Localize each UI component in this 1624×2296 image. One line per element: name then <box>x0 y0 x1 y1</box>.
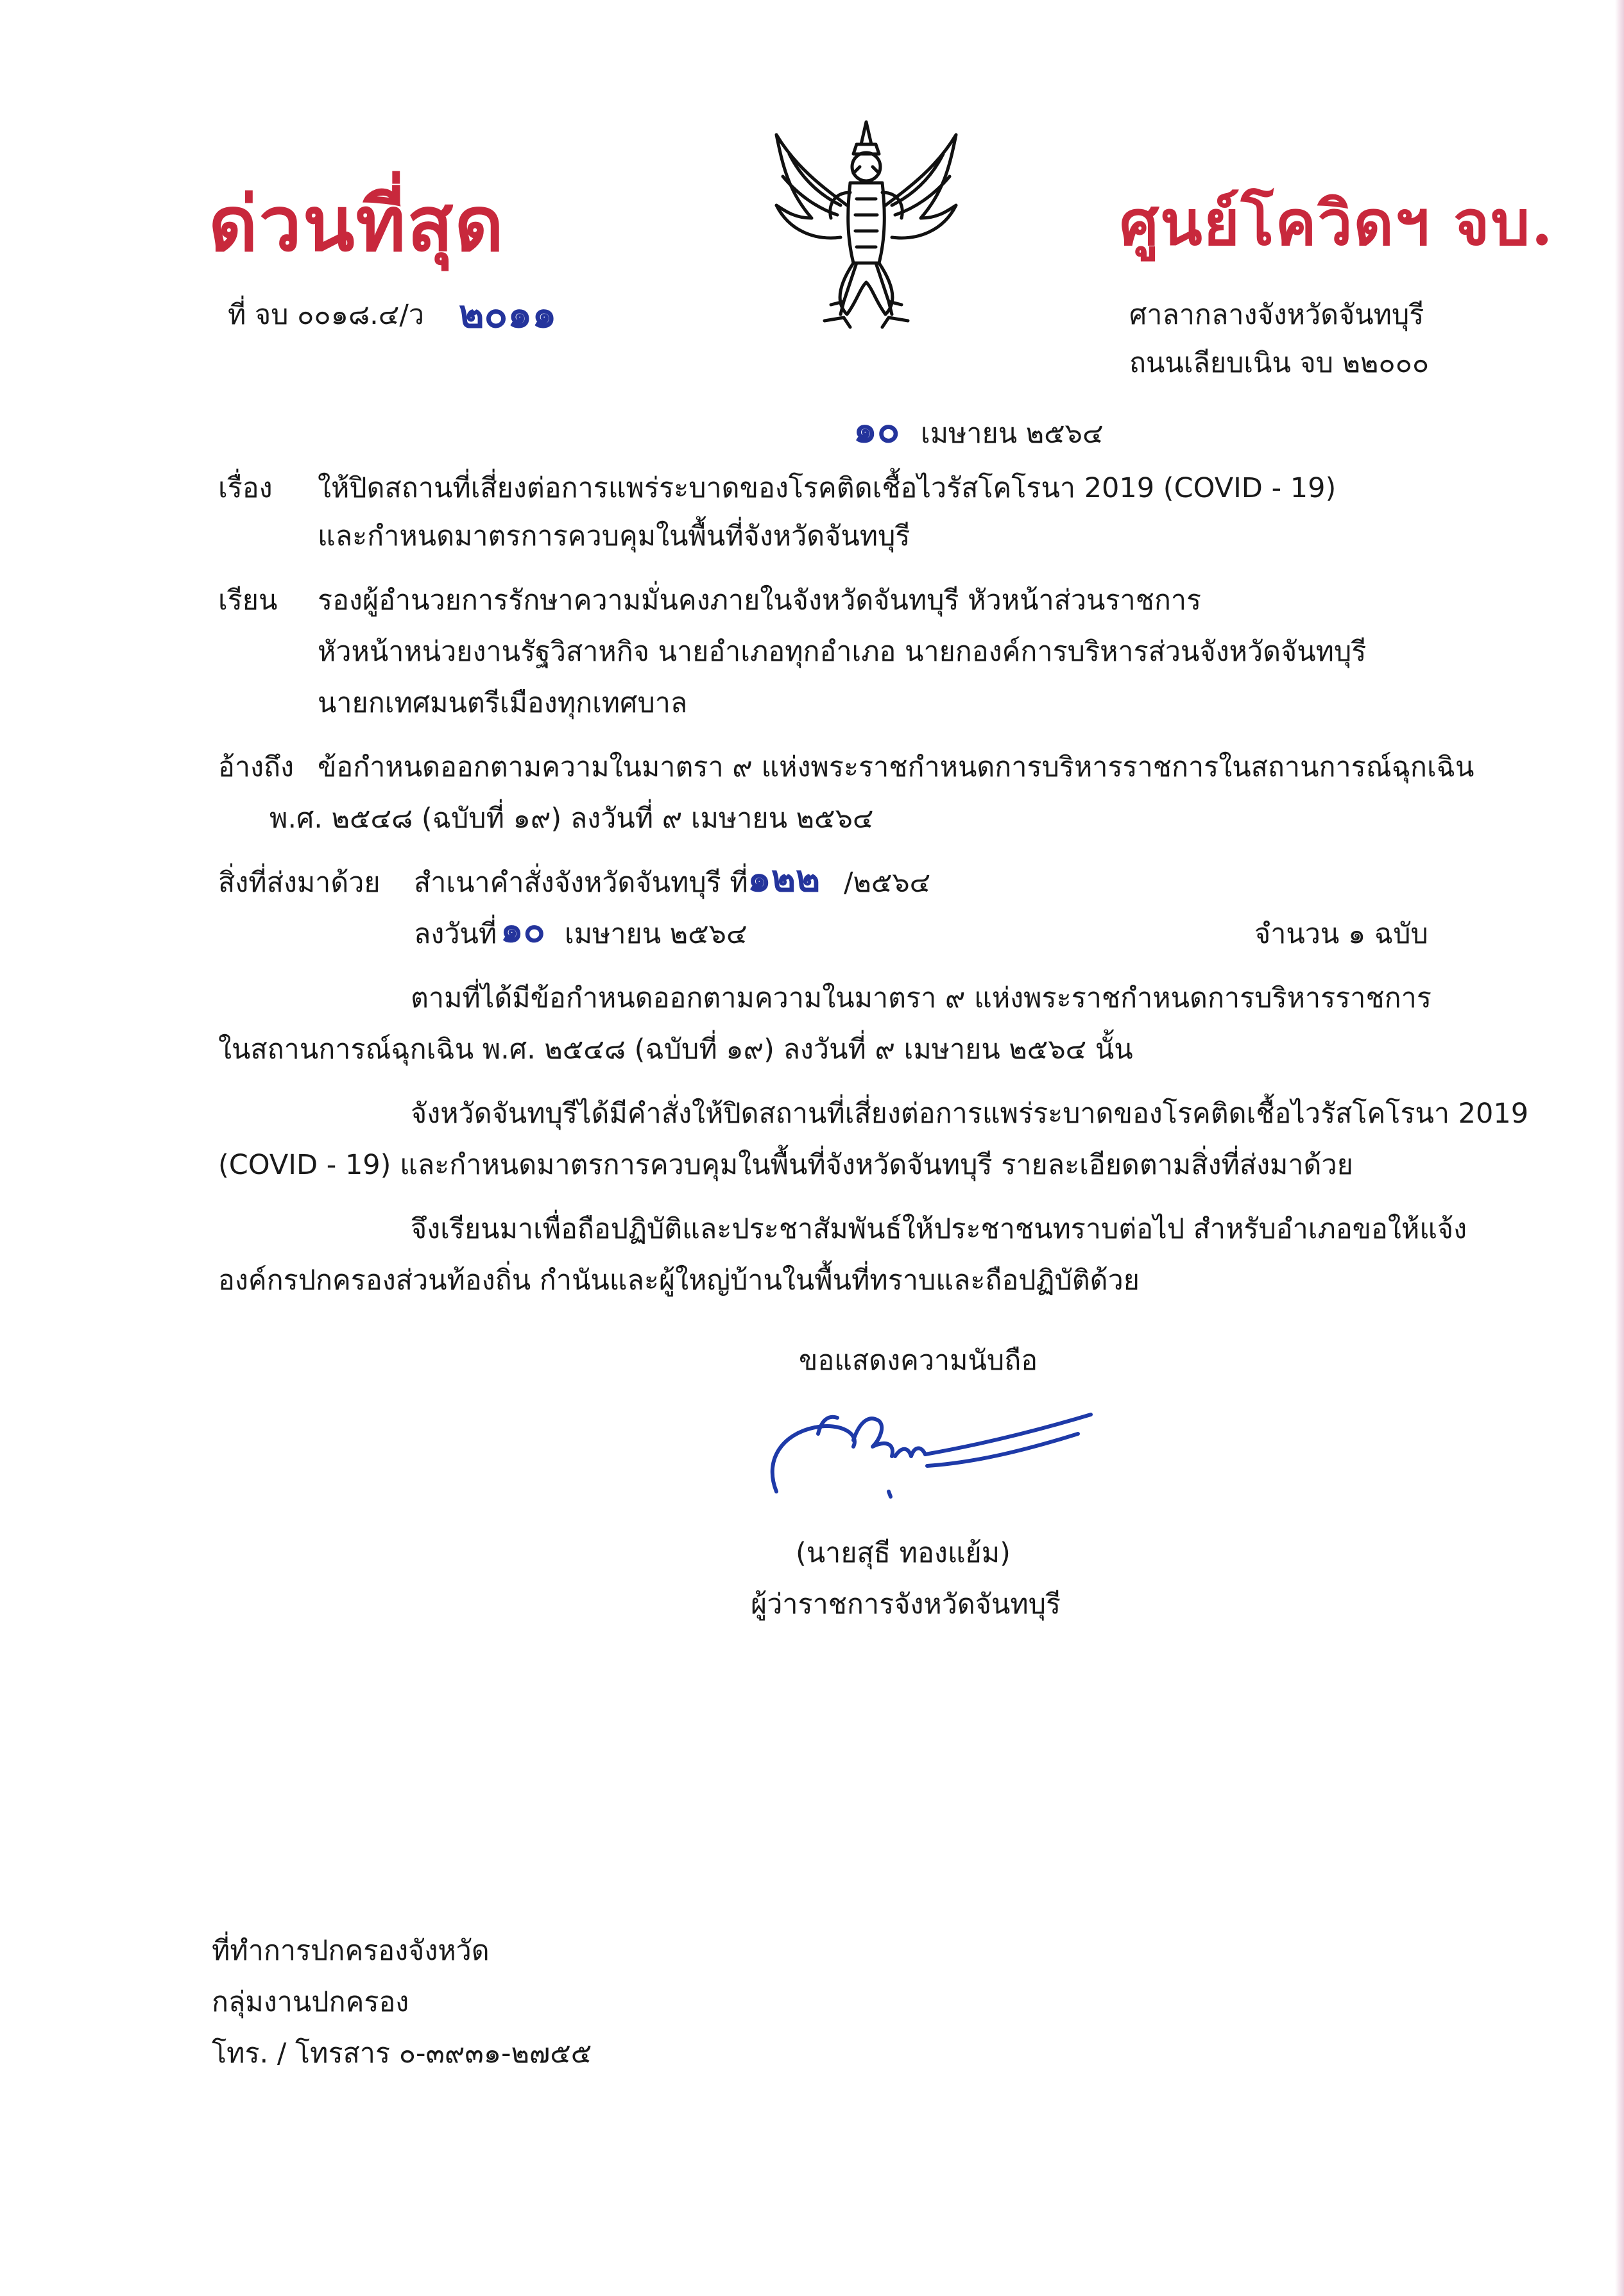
enclosure-line2-prefix: ลงวันที่ <box>414 918 497 950</box>
footer-division: กลุ่มงานปกครอง <box>212 1986 409 2018</box>
urgent-stamp: ด่วนที่สุด <box>209 179 505 268</box>
paragraph2-line2: (COVID - 19) และกำหนดมาตรการควบคุมในพื้นที่จังหวัดจันทบุรี รายละเอียดตามสิ่งที่ส่งมาด้วย <box>218 1149 1353 1181</box>
to-line1: รองผู้อำนวยการรักษาความมั่นคงภายในจังหวัดจันทบุรี หัวหน้าส่วนราชการ <box>318 584 1202 617</box>
reference-line1: ข้อกำหนดออกตามความในมาตรา ๙ แห่งพระราชกำหนดการบริหารราชการในสถานการณ์ฉุกเฉิน <box>318 751 1474 783</box>
date-day-handwritten: ๑๐ <box>853 407 900 451</box>
document-number-handwritten: ๒๐๑๑ <box>459 292 557 337</box>
paragraph3-line2: องค์กรปกครองส่วนท้องถิ่น กำนันและผู้ใหญ่บ้านในพื้นที่ทราบและถือปฏิบัติด้วย <box>218 1264 1140 1297</box>
enclosure-line2-suffix: เมษายน ๒๕๖๔ <box>565 918 748 950</box>
paper-edge <box>1615 0 1624 2296</box>
closing: ขอแสดงความนับถือ <box>799 1345 1038 1377</box>
office-address-line1: ศาลากลางจังหวัดจันทบุรี <box>1129 299 1424 331</box>
date-month-year: เมษายน ๒๕๖๔ <box>921 418 1104 450</box>
to-line2: หัวหน้าหน่วยงานรัฐวิสาหกิจ นายอำเภอทุกอำเภอ นายกองค์การบริหารส่วนจังหวัดจันทบุรี <box>318 636 1367 668</box>
to-label: เรียน <box>218 584 278 617</box>
footer-office: ที่ทำการปกครองจังหวัด <box>212 1935 490 1967</box>
enclosure-count: จำนวน ๑ ฉบับ <box>1254 918 1428 950</box>
to-line3: นายกเทศมนตรีเมืองทุกเทศบาล <box>318 687 688 719</box>
subject-line2: และกำหนดมาตรการควบคุมในพื้นที่จังหวัดจันทบุรี <box>318 520 910 552</box>
document-number-prefix: ที่ จบ ๐๐๑๘.๔/ว <box>228 299 424 331</box>
paragraph3-line1: จึงเรียนมาเพื่อถือปฏิบัติและประชาสัมพันธ์ให้ประชาชนทราบต่อไป สำหรับอำเภอขอให้แจ้ง <box>411 1213 1467 1245</box>
paragraph1-line2: ในสถานการณ์ฉุกเฉิน พ.ศ. ๒๕๔๘ (ฉบับที่ ๑๙) ลงวันที่ ๙ เมษายน ๒๕๖๔ นั้น <box>218 1033 1133 1066</box>
subject-label: เรื่อง <box>218 472 273 504</box>
footer-phone: โทร. / โทรสาร ๐-๓๙๓๑-๒๗๕๕ <box>212 2037 592 2070</box>
signer-name: (นายสุธี ทองแย้ม) <box>796 1537 1011 1569</box>
signature-icon <box>757 1395 1104 1530</box>
enclosure-line1-suffix: /๒๕๖๔ <box>844 867 931 899</box>
reference-line2: พ.ศ. ๒๕๔๘ (ฉบับที่ ๑๙) ลงวันที่ ๙ เมษายน ๒๕๖๔ <box>269 803 874 835</box>
subject-line1: ให้ปิดสถานที่เสี่ยงต่อการแพร่ระบาดของโรคติดเชื้อไวรัสโคโรนา 2019 (COVID - 19) <box>318 472 1337 504</box>
order-number-handwritten: ๑๒๒ <box>748 856 821 900</box>
paragraph2-line1: จังหวัดจันทบุรีได้มีคำสั่งให้ปิดสถานที่เสี่ยงต่อการแพร่ระบาดของโรคติดเชื้อไวรัสโคโรนา 2019 <box>411 1098 1529 1130</box>
reference-label: อ้างถึง <box>218 751 294 783</box>
garuda-emblem-icon <box>751 109 982 340</box>
covid-center-stamp: ศูนย์โควิดฯ จบ. <box>1120 187 1554 259</box>
paragraph1-line1: ตามที่ได้มีข้อกำหนดออกตามความในมาตรา ๙ แห่งพระราชกำหนดการบริหารราชการ <box>411 982 1432 1014</box>
enclosure-line1-prefix: สำเนาคำสั่งจังหวัดจันทบุรี ที่ <box>414 867 748 899</box>
signer-position: ผู้ว่าราชการจังหวัดจันทบุรี <box>751 1588 1061 1620</box>
enclosure-label: สิ่งที่ส่งมาด้วย <box>218 867 380 899</box>
enclosure-day-handwritten: ๑๐ <box>500 909 545 951</box>
office-address-line2: ถนนเลียบเนิน จบ ๒๒๐๐๐ <box>1129 347 1430 379</box>
